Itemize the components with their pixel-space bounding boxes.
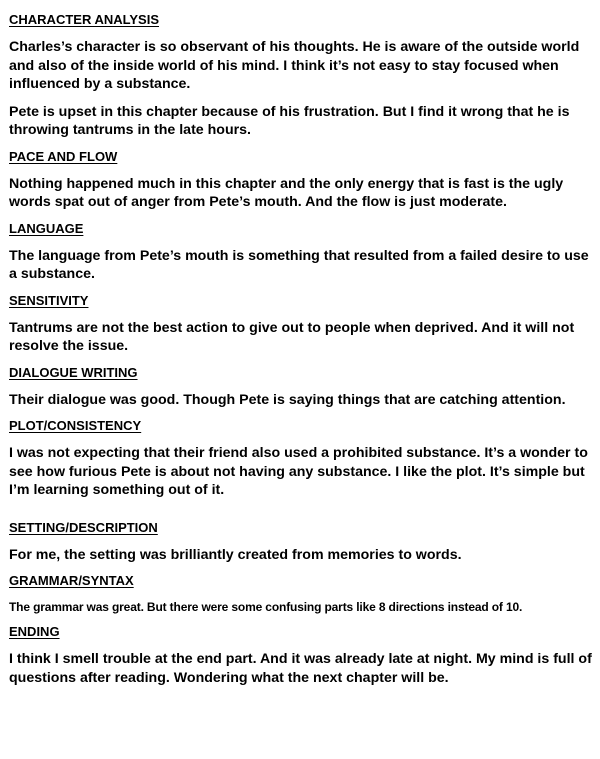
section-paragraph: Nothing happened much in this chapter and the only energy that is fast is the ugly words spat out of anger from Pete’s mouth. And the flow is just moderate.: [9, 175, 564, 210]
section-paragraph: For me, the setting was brilliantly created from memories to words.: [9, 546, 462, 563]
section-paragraph: I think I smell trouble at the end part. And it was already late at night. My mind is full of questions after reading. Wondering what the next chapter will be.: [9, 651, 592, 686]
section-paragraph: Their dialogue was good. Though Pete is saying things that are catching attention.: [9, 391, 566, 408]
section-plot-consistency: [9, 418, 593, 500]
section-sensitivity: [9, 293, 593, 356]
section-dialogue-writing: [9, 365, 593, 410]
section-heading: DIALOGUE WRITING: [9, 364, 138, 380]
section-heading: GRAMMAR/SYNTAX: [9, 573, 134, 588]
section-pace-and-flow: [9, 149, 593, 212]
section-language: [9, 221, 593, 284]
section-heading: SETTING/DESCRIPTION: [9, 519, 158, 535]
section-heading: ENDING: [9, 624, 60, 639]
section-heading: LANGUAGE: [9, 220, 84, 236]
section-heading: CHARACTER ANALYSIS: [9, 12, 159, 27]
section-setting-description: [9, 520, 593, 565]
section-heading: PLOT/CONSISTENCY: [9, 418, 142, 433]
section-character-analysis: [9, 12, 593, 140]
section-paragraph: The grammar was great. But there were some confusing parts like 8 directions instead of 10.: [9, 600, 523, 614]
section-grammar-syntax: [9, 573, 593, 615]
section-ending: [9, 624, 593, 687]
section-paragraph: I was not expecting that their friend also used a prohibited substance. It’s a wonder to see how furious Pete is about not having any substance. I like the plot. It’s simple but I’m learning something out of it.: [9, 445, 588, 498]
section-heading: SENSITIVITY: [9, 292, 89, 308]
section-paragraph: Tantrums are not the best action to give out to people when deprived. And it will not resolve the issue.: [9, 319, 575, 354]
review-document: [9, 12, 593, 696]
section-paragraph: Pete is upset in this chapter because of his frustration. But I find it wrong that he is throwing tantrums in the late hours.: [9, 103, 570, 138]
section-paragraph: The language from Pete’s mouth is something that resulted from a failed desire to use a substance.: [9, 247, 589, 282]
section-heading: PACE AND FLOW: [9, 148, 118, 164]
section-paragraph: Charles’s character is so observant of his thoughts. He is aware of the outside world and also of the inside world of his mind. I think it’s not easy to stay focused when influenced by a substance.: [9, 39, 580, 92]
